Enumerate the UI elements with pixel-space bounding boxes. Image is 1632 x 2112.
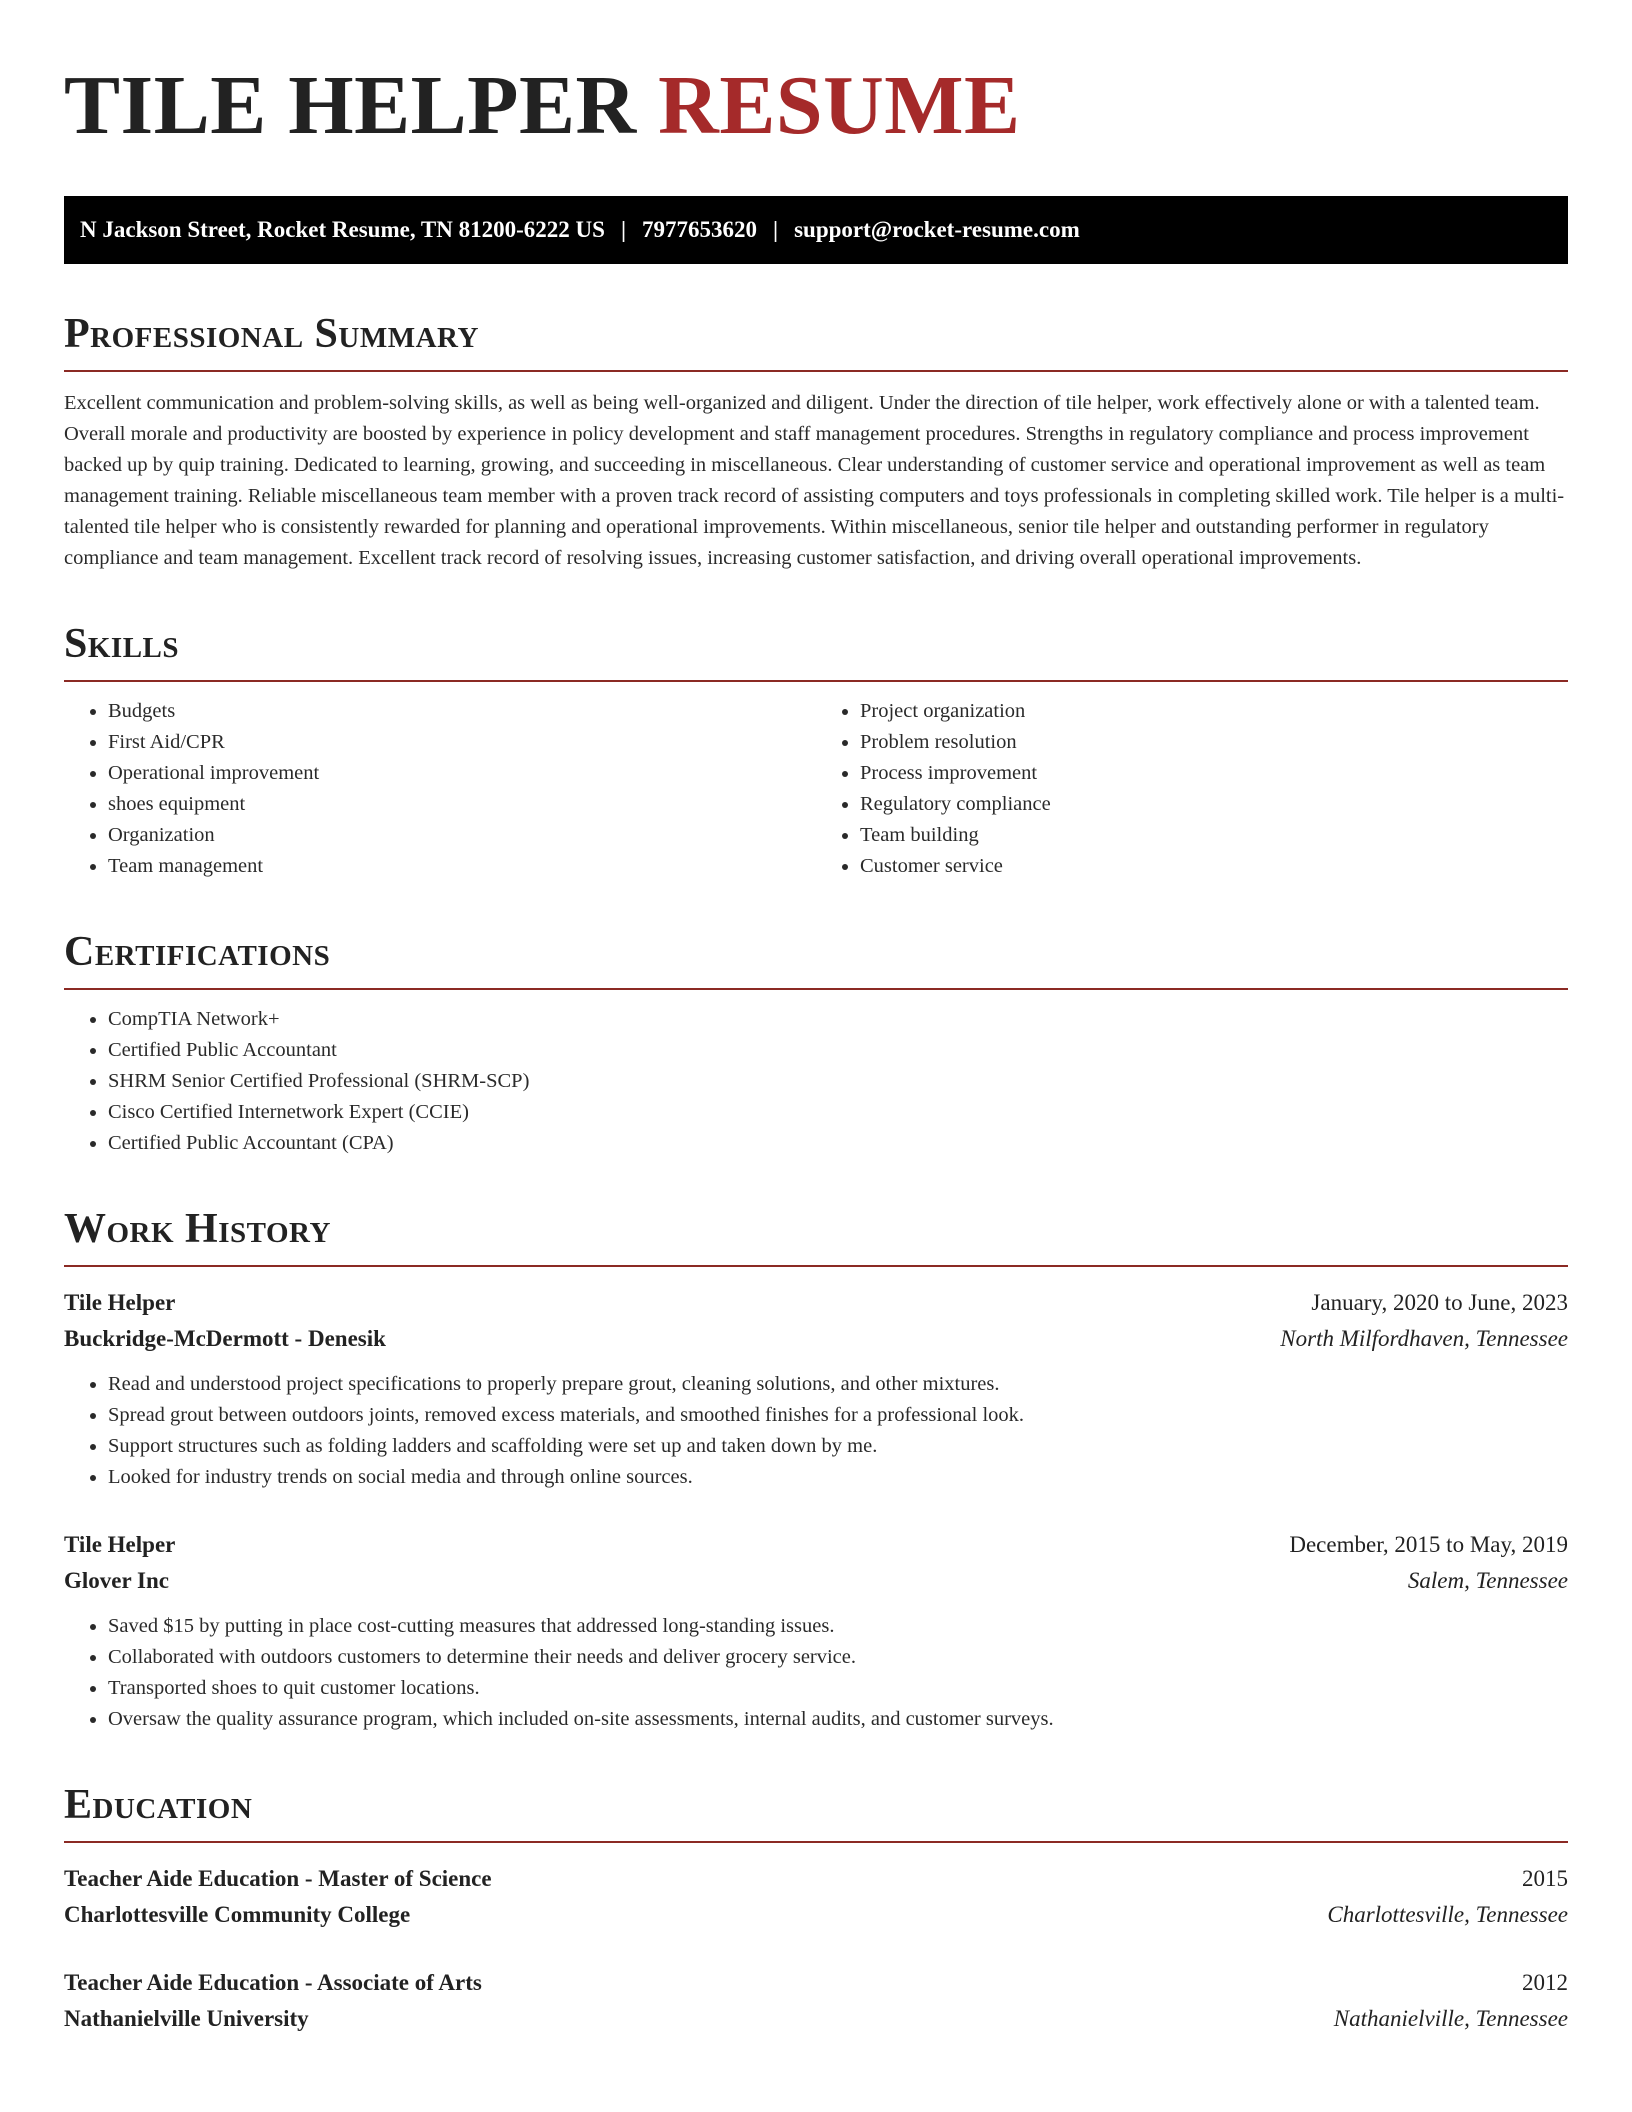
skill-item: • Team building [860,820,1568,851]
resume-title [64,0,1568,156]
job-header-row [64,1527,1568,1563]
job-bullet: • Collaborated with outdoors customers to determine their needs and deliver grocery service. [108,1642,1568,1673]
title-accent: RESUME [658,59,1021,152]
title-main: TILE HELPER [64,59,637,152]
education-year: 2012 [1522,1970,1568,1995]
skill-item: • Budgets [108,696,816,727]
education-school: Nathanielville University [64,2006,309,2031]
certification-item: • SHRM Senior Certified Professional (SHRM-SCP) [108,1066,1568,1097]
job-bullet: • Oversaw the quality assurance program, which included on-site assessments, internal audits, and customer surveys. [108,1704,1568,1735]
skill-item: • Operational improvement [108,758,816,789]
summary-heading: Professional Summary [64,308,1568,372]
job-location: North Milfordhaven, Tennessee [1280,1326,1568,1351]
skills-heading: Skills [64,618,1568,682]
job-dates: December, 2015 to May, 2019 [1289,1532,1568,1557]
certification-item: • Cisco Certified Internetwork Expert (CCIE) [108,1097,1568,1128]
job-company-row [64,1563,1568,1599]
skill-item: • Team management [108,851,816,882]
contact-separator: | [773,217,779,242]
job-location: Salem, Tennessee [1407,1568,1568,1593]
education-degree: Teacher Aide Education - Master of Science [64,1866,492,1891]
contact-email: support@rocket-resume.com [794,217,1080,242]
job-bullet: • Transported shoes to quit customer locations. [108,1673,1568,1704]
certification-item: • CompTIA Network+ [108,1004,1568,1035]
job-bullet: • Spread grout between outdoors joints, removed excess materials, and smoothed finishes for a professional look. [108,1400,1568,1431]
skill-item: • Problem resolution [860,727,1568,758]
certification-item: • Certified Public Accountant (CPA) [108,1128,1568,1159]
job-bullet: • Support structures such as folding ladders and scaffolding were set up and taken down by me. [108,1431,1568,1462]
skill-item: • Process improvement [860,758,1568,789]
job-entry [64,1285,1568,1493]
job-bullet: • Looked for industry trends on social media and through online sources. [108,1462,1568,1493]
job-title: Tile Helper [64,1532,176,1557]
job-company: Glover Inc [64,1568,169,1593]
summary-text: Excellent communication and problem-solving skills, as well as being well-organized and diligent. Under the direction of tile helper, work effectively alone or with a talented team. Overall morale and productivity are boosted by experience in policy development and staff management procedures. Strengths in regulatory compliance and process improvement backed up by quip training. Dedicated to learning, growing, and succeeding in miscellaneous. Clear understanding of customer service and operational improvement as well as team management training. Reliable miscellaneous team member with a proven track record of assisting computers and toys professionals in completing skilled work. Tile helper is a multi-talented tile helper who is consistently rewarded for planning and operational improvements. Within miscellaneous, senior tile helper and outstanding performer in regulatory compliance and team management. Excellent track record of resolving issues, increasing customer satisfaction, and driving overall operational improvements. [64,392,1565,569]
job-company: Buckridge-McDermott - Denesik [64,1326,386,1351]
education-entry [64,1965,1568,2037]
certifications-heading: Certifications [64,926,1568,990]
skills-column-left [64,696,816,882]
work-history-heading: Work History [64,1203,1568,1267]
education-school-row [64,2001,1568,2037]
education-degree-row [64,1965,1568,2001]
contact-phone: 7977653620 [642,217,758,242]
contact-separator: | [620,217,627,242]
job-header-row [64,1285,1568,1321]
job-dates: January, 2020 to June, 2023 [1311,1290,1568,1315]
certification-item: • Certified Public Accountant [108,1035,1568,1066]
education-degree-row [64,1861,1568,1897]
job-bullets [64,1369,1568,1493]
education-year: 2015 [1522,1866,1568,1891]
job-title: Tile Helper [64,1290,176,1315]
education-location: Charlottesville, Tennessee [1327,1902,1568,1927]
education-heading: Education [64,1779,1568,1843]
job-company-row [64,1321,1568,1357]
skill-item: • First Aid/CPR [108,727,816,758]
skills-list [64,682,1568,882]
education-location: Nathanielville, Tennessee [1333,2006,1568,2031]
skill-item: • Regulatory compliance [860,789,1568,820]
skill-item: • Organization [108,820,816,851]
skill-item: • Project organization [860,696,1568,727]
job-bullets [64,1611,1568,1735]
certifications-list [64,1004,1568,1159]
education-school: Charlottesville Community College [64,1902,411,1927]
job-bullet: • Saved $15 by putting in place cost-cutting measures that addressed long-standing issues. [108,1611,1568,1642]
education-entry [64,1861,1568,1933]
education-school-row [64,1897,1568,1933]
contact-address: N Jackson Street, Rocket Resume, TN 81200-6222 US [80,217,605,242]
skills-column-right [816,696,1568,882]
skill-item: • shoes equipment [108,789,816,820]
job-entry [64,1527,1568,1735]
contact-bar [64,196,1568,264]
education-degree: Teacher Aide Education - Associate of Arts [64,1970,482,1995]
job-bullet: • Read and understood project specifications to properly prepare grout, cleaning solutions, and other mixtures. [108,1369,1568,1400]
skill-item: • Customer service [860,851,1568,882]
